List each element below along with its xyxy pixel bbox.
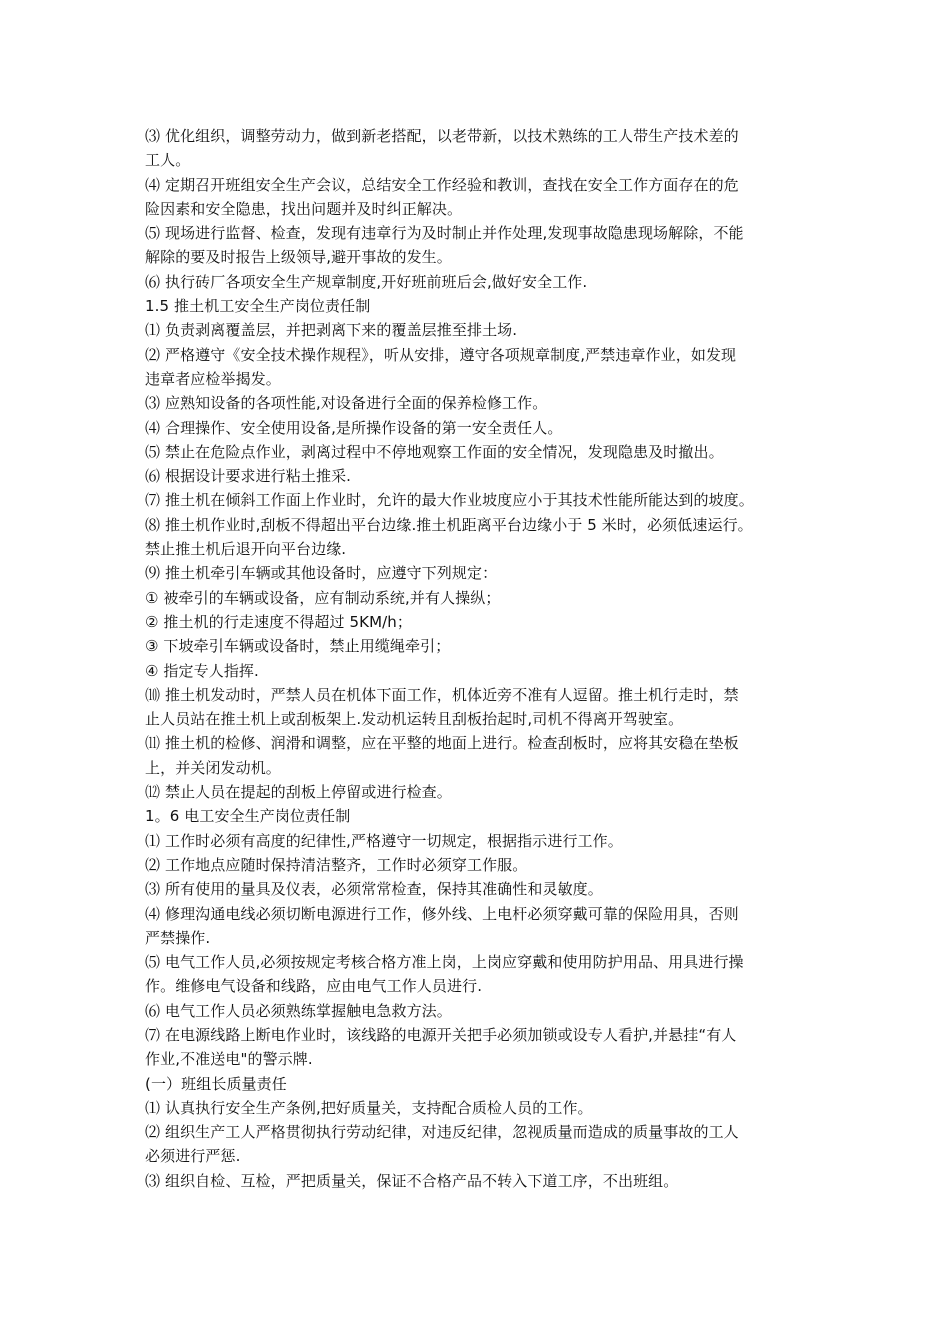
text-line: 止人员站在推土机上或刮板架上.发动机运转且刮板抬起时,司机不得离开驾驶室。 (145, 710, 684, 729)
text-line: ⑼ 推土机牵引车辆或其他设备时，应遵守下列规定： (145, 564, 498, 583)
text-line: 违章者应检举揭发。 (145, 369, 281, 388)
paragraph (145, 270, 825, 294)
paragraph (145, 804, 825, 828)
text-line: ⑸ 电气工作人员,必须按规定考核合格方准上岗，上岗应穿戴和使用防护用品、用具进行操 (145, 953, 744, 972)
text-line: 必须进行严惩. (145, 1147, 241, 1166)
text-line: 禁止推土机后退开向平台边缘. (145, 540, 347, 559)
paragraph (145, 731, 825, 780)
text-line: 上，并关闭发动机。 (145, 758, 281, 777)
text-line: 险因素和安全隐患，找出问题并及时纠正解决。 (145, 199, 463, 218)
text-line: ③ 下坡牵引车辆或设备时，禁止用缆绳牵引； (145, 637, 451, 656)
text-line: ⑺ 推土机在倾斜工作面上作业时，允许的最大作业坡度应小于其技术性能所能达到的坡度。 (145, 491, 754, 510)
paragraph (145, 1120, 825, 1169)
paragraph (145, 829, 825, 853)
text-line: ⑹ 电气工作人员必须熟练掌握触电急救方法。 (145, 1001, 452, 1020)
text-line: ⑶ 组织自检、互检，严把质量关，保证不合格产品不转入下道工序，不出班组。 (145, 1171, 679, 1190)
paragraph (145, 586, 825, 610)
text-line: 1.5 推土机工安全生产岗位责任制 (145, 297, 371, 316)
text-line: ⑺ 在电源线路上断电作业时，该线路的电源开关把手必须加锁或设专人看护,并悬挂“有人 (145, 1025, 737, 1044)
paragraph (145, 1096, 825, 1120)
text-line: ⑶ 所有使用的量具及仪表，必须常常检查，保持其准确性和灵敏度。 (145, 880, 603, 899)
text-line: ⑵ 严格遵守《安全技术操作规程》，听从安排，遵守各项规章制度,严禁违章作业，如发现 (145, 345, 737, 364)
text-line: ⑻ 推土机作业时,刮板不得超出平台边缘.推土机距离平台边缘小于 5 米时，必须低速运行。 (145, 515, 753, 534)
paragraph (145, 659, 825, 683)
text-line: 1。6 电工安全生产岗位责任制 (145, 807, 351, 826)
paragraph (145, 343, 825, 392)
paragraph (145, 950, 825, 999)
paragraph (145, 1072, 825, 1096)
paragraph (145, 464, 825, 488)
text-line: ⑵ 组织生产工人严格贯彻执行劳动纪律，对违反纪律，忽视质量而造成的质量事故的工人 (145, 1123, 739, 1142)
paragraph (145, 1023, 825, 1072)
paragraph (145, 440, 825, 464)
text-line: ⑾ 推土机的检修、润滑和调整，应在平整的地面上进行。检查刮板时，应将其安稳在垫板 (145, 734, 739, 753)
paragraph (145, 391, 825, 415)
paragraph (145, 999, 825, 1023)
paragraph (145, 877, 825, 901)
paragraph (145, 221, 825, 270)
text-line: (一）班组长质量责任 (145, 1074, 287, 1093)
text-line: 作。维修电气设备和线路，应由电气工作人员进行. (145, 977, 483, 996)
paragraph (145, 124, 825, 173)
paragraph (145, 853, 825, 877)
text-line: ⑹ 执行砖厂各项安全生产规章制度,开好班前班后会,做好安全工作. (145, 272, 588, 291)
paragraph (145, 416, 825, 440)
text-line: ⑿ 禁止人员在提起的刮板上停留或进行检查。 (145, 783, 452, 802)
text-line: ⑹ 根据设计要求进行粘土推采. (145, 467, 352, 486)
text-line: ⑵ 工作地点应随时保持清洁整齐，工作时必须穿工作服。 (145, 855, 528, 874)
text-line: ⑸ 现场进行监督、检查，发现有违章行为及时制止并作处理,发现事故隐患现场解除，不能 (145, 224, 744, 243)
paragraph (145, 1169, 825, 1193)
paragraph (145, 561, 825, 585)
text-line: ② 推土机的行走速度不得超过 5KM/h； (145, 612, 412, 631)
text-line: 工人。 (145, 151, 191, 170)
paragraph (145, 683, 825, 732)
paragraph (145, 488, 825, 512)
text-line: ⑴ 负责剥离覆盖层，并把剥离下来的覆盖层推至排土场. (145, 321, 518, 340)
document-body (145, 124, 825, 1193)
text-line: ④ 指定专人指挥. (145, 661, 259, 680)
text-line: ⑷ 定期召开班组安全生产会议，总结安全工作经验和教训，查找在安全工作方面存在的危 (145, 175, 739, 194)
paragraph (145, 634, 825, 658)
paragraph (145, 294, 825, 318)
text-line: ⑷ 修理沟通电线必须切断电源进行工作，修外线、上电杆必须穿戴可靠的保险用具，否则 (145, 904, 739, 923)
paragraph (145, 610, 825, 634)
text-line: ⑶ 应熟知设备的各项性能,对设备进行全面的保养检修工作。 (145, 394, 548, 413)
text-line: ⑶ 优化组织，调整劳动力，做到新老搭配，以老带新，以技术熟练的工人带生产技术差的 (145, 127, 739, 145)
paragraph (145, 902, 825, 951)
text-line: ⑴ 工作时必须有高度的纪律性,严格遵守一切规定，根据指示进行工作。 (145, 831, 623, 850)
text-line: ⑽ 推土机发动时，严禁人员在机体下面工作，机体近旁不准有人逗留。推土机行走时，禁 (145, 685, 739, 704)
text-line: 解除的要及时报告上级领导,避开事故的发生。 (145, 248, 452, 267)
paragraph (145, 173, 825, 222)
text-line: 严禁操作. (145, 928, 211, 947)
text-line: ⑴ 认真执行安全生产条例,把好质量关，支持配合质检人员的工作。 (145, 1098, 593, 1117)
paragraph (145, 513, 825, 562)
paragraph (145, 780, 825, 804)
text-line: ⑷ 合理操作、安全使用设备,是所操作设备的第一安全责任人。 (145, 418, 563, 437)
text-line: ⑸ 禁止在危险点作业，剥离过程中不停地观察工作面的安全情况，发现隐患及时撤出。 (145, 442, 724, 461)
text-line: ① 被牵引的车辆或设备，应有制动系统,并有人操纵； (145, 588, 501, 607)
text-line: 作业,不准送电"的警示牌. (145, 1050, 313, 1069)
paragraph (145, 318, 825, 342)
